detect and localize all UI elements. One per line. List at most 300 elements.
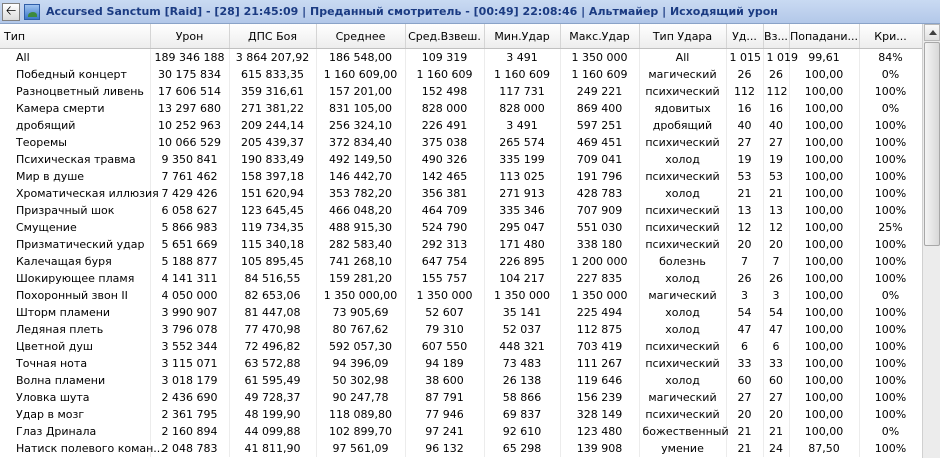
table-row[interactable] — [0, 270, 922, 287]
table-cell: 41 811,90 — [229, 440, 316, 457]
table-row[interactable] — [0, 100, 922, 117]
table-cell: 100,00 — [789, 423, 859, 440]
table-cell: 100,00 — [789, 355, 859, 372]
vertical-scrollbar[interactable] — [922, 24, 940, 458]
row-name-cell: Похоронный звон II — [0, 287, 150, 304]
table-cell: 490 326 — [405, 151, 484, 168]
table-cell: 92 610 — [484, 423, 560, 440]
table-cell: 0% — [859, 423, 922, 440]
table-row[interactable] — [0, 83, 922, 100]
table-cell: 100,00 — [789, 406, 859, 423]
table-cell: психический — [639, 355, 726, 372]
table-cell: 100% — [859, 202, 922, 219]
table-cell: 100,00 — [789, 134, 859, 151]
table-cell: 24 — [763, 440, 789, 457]
table-cell: 117 731 — [484, 83, 560, 100]
table-cell: 265 574 — [484, 134, 560, 151]
table-cell: 156 239 — [560, 389, 639, 406]
table-cell: 81 447,08 — [229, 304, 316, 321]
table-cell: 359 316,61 — [229, 83, 316, 100]
table-cell: 1 350 000 — [560, 49, 639, 67]
table-cell: 47 — [726, 321, 763, 338]
table-cell: 111 267 — [560, 355, 639, 372]
table-cell: 335 346 — [484, 202, 560, 219]
table-cell: 271 913 — [484, 185, 560, 202]
table-cell: 831 105,00 — [316, 100, 405, 117]
table-cell: 159 281,20 — [316, 270, 405, 287]
table-cell: 3 491 — [484, 117, 560, 134]
table-row[interactable] — [0, 406, 922, 423]
table-cell: 97 241 — [405, 423, 484, 440]
row-name-cell: дробящий — [0, 117, 150, 134]
table-cell: 828 000 — [484, 100, 560, 117]
row-name-cell: Теоремы — [0, 134, 150, 151]
table-row[interactable] — [0, 423, 922, 440]
column-header[interactable]: Вз... — [763, 24, 789, 49]
table-cell: 7 — [763, 253, 789, 270]
window-title: Accursed Sanctum [Raid] - [28] 21:45:09 | Преданный смотритель - [00:49] 22:08:46 | Альтмайер | Исходящий урон — [46, 5, 778, 18]
table-cell: 100% — [859, 151, 922, 168]
table-cell: 49 728,37 — [229, 389, 316, 406]
table-row[interactable] — [0, 134, 922, 151]
table-cell: 1 015 — [726, 49, 763, 67]
table-cell: 100% — [859, 321, 922, 338]
table-cell: 1 160 609,00 — [316, 66, 405, 83]
table-cell: 428 783 — [560, 185, 639, 202]
table-cell: 3 864 207,92 — [229, 49, 316, 67]
table-row[interactable] — [0, 372, 922, 389]
table-cell: психический — [639, 202, 726, 219]
table-cell: 524 790 — [405, 219, 484, 236]
table-cell: 77 946 — [405, 406, 484, 423]
row-name-cell: Камера смерти — [0, 100, 150, 117]
table-cell: 90 247,78 — [316, 389, 405, 406]
table-cell: 1 350 000 — [560, 287, 639, 304]
table-row[interactable] — [0, 321, 922, 338]
table-header-row — [0, 24, 922, 49]
table-cell: 227 835 — [560, 270, 639, 287]
table-cell: 100,00 — [789, 372, 859, 389]
table-cell: 6 — [726, 338, 763, 355]
row-name-cell: Точная нота — [0, 355, 150, 372]
column-header[interactable]: ДПС Боя — [229, 24, 316, 49]
column-header[interactable]: Кри... — [859, 24, 922, 49]
row-name-cell: Смущение — [0, 219, 150, 236]
row-name-cell: Призматический удар — [0, 236, 150, 253]
row-name-cell: Цветной душ — [0, 338, 150, 355]
table-cell: 109 319 — [405, 49, 484, 67]
table-cell: 27 — [726, 134, 763, 151]
table-cell: 146 442,70 — [316, 168, 405, 185]
table-cell: 226 491 — [405, 117, 484, 134]
table-cell: 4 050 000 — [150, 287, 229, 304]
table-cell: холод — [639, 304, 726, 321]
table-cell: 40 — [763, 117, 789, 134]
column-header[interactable]: Тип — [0, 24, 150, 49]
table-row[interactable] — [0, 440, 922, 457]
scroll-up-arrow-icon[interactable] — [924, 24, 940, 41]
column-header[interactable]: Мин.Удар — [484, 24, 560, 49]
table-cell: 100% — [859, 406, 922, 423]
table-cell: 53 — [726, 168, 763, 185]
column-header[interactable]: Сред.Взвеш. — [405, 24, 484, 49]
table-cell: 69 837 — [484, 406, 560, 423]
table-cell: 226 895 — [484, 253, 560, 270]
table-cell: 464 709 — [405, 202, 484, 219]
table-cell: 100% — [859, 236, 922, 253]
table-cell: 5 651 669 — [150, 236, 229, 253]
table-cell: психический — [639, 83, 726, 100]
table-cell: холод — [639, 321, 726, 338]
table-cell: All — [639, 49, 726, 67]
row-name-cell: Победный концерт — [0, 66, 150, 83]
damage-table — [0, 24, 922, 458]
table-cell: 615 833,35 — [229, 66, 316, 83]
column-header[interactable]: Макс.Удар — [560, 24, 639, 49]
row-name-cell: Глаз Дринала — [0, 423, 150, 440]
table-cell: 60 — [726, 372, 763, 389]
table-cell: психический — [639, 219, 726, 236]
table-cell: 189 346 188 — [150, 49, 229, 67]
table-cell: 828 000 — [405, 100, 484, 117]
table-cell: 4 141 311 — [150, 270, 229, 287]
table-cell: 3 — [726, 287, 763, 304]
row-name-cell: Уловка шута — [0, 389, 150, 406]
table-cell: 171 480 — [484, 236, 560, 253]
picture-icon[interactable] — [24, 4, 40, 20]
table-cell: 1 350 000,00 — [316, 287, 405, 304]
table-cell: 100,00 — [789, 83, 859, 100]
table-cell: 100% — [859, 338, 922, 355]
table-row[interactable] — [0, 49, 922, 67]
table-cell: 375 038 — [405, 134, 484, 151]
table-cell: 356 381 — [405, 185, 484, 202]
table-cell: 191 796 — [560, 168, 639, 185]
table-cell: 10 252 963 — [150, 117, 229, 134]
column-header[interactable]: Тип Удара — [639, 24, 726, 49]
table-cell: 13 — [763, 202, 789, 219]
table-cell: 139 908 — [560, 440, 639, 457]
table-cell: 27 — [726, 389, 763, 406]
table-cell: 30 175 834 — [150, 66, 229, 83]
table-cell: 50 302,98 — [316, 372, 405, 389]
table-cell: 119 734,35 — [229, 219, 316, 236]
table-cell: 53 — [763, 168, 789, 185]
table-row[interactable] — [0, 202, 922, 219]
table-cell: 96 132 — [405, 440, 484, 457]
table-cell: 94 189 — [405, 355, 484, 372]
table-cell: 123 645,45 — [229, 202, 316, 219]
table-cell: холод — [639, 270, 726, 287]
table-cell: 21 — [726, 440, 763, 457]
table-cell: 7 761 462 — [150, 168, 229, 185]
column-header[interactable]: Урон — [150, 24, 229, 49]
table-cell: 0% — [859, 66, 922, 83]
table-cell: 100,00 — [789, 236, 859, 253]
row-name-cell: Хроматическая иллюзия — [0, 185, 150, 202]
table-cell: 100,00 — [789, 219, 859, 236]
table-cell: 100% — [859, 185, 922, 202]
table-cell: 113 025 — [484, 168, 560, 185]
table-cell: 100% — [859, 168, 922, 185]
table-cell: 100% — [859, 440, 922, 457]
table-cell: 3 491 — [484, 49, 560, 67]
table-cell: 186 548,00 — [316, 49, 405, 67]
table-cell: 63 572,88 — [229, 355, 316, 372]
table-cell: 469 451 — [560, 134, 639, 151]
table-cell: 52 607 — [405, 304, 484, 321]
table-cell: 100% — [859, 117, 922, 134]
table-cell: психический — [639, 168, 726, 185]
table-cell: 79 310 — [405, 321, 484, 338]
table-cell: 65 298 — [484, 440, 560, 457]
table-cell: 26 — [763, 270, 789, 287]
table-cell: 3 — [763, 287, 789, 304]
table-cell: магический — [639, 287, 726, 304]
table-cell: 27 — [763, 389, 789, 406]
table-cell: 21 — [726, 423, 763, 440]
table-cell: 597 251 — [560, 117, 639, 134]
table-cell: болезнь — [639, 253, 726, 270]
table-cell: 607 550 — [405, 338, 484, 355]
table-cell: 335 199 — [484, 151, 560, 168]
table-cell: 100% — [859, 253, 922, 270]
table-cell: 73 905,69 — [316, 304, 405, 321]
table-cell: 19 — [763, 151, 789, 168]
row-name-cell: Шторм пламени — [0, 304, 150, 321]
table-cell: 12 — [763, 219, 789, 236]
row-name-cell: Натиск полевого коман... — [0, 440, 150, 457]
title-bar — [0, 0, 940, 24]
table-cell: 87,50 — [789, 440, 859, 457]
table-cell: 158 397,18 — [229, 168, 316, 185]
table-row[interactable] — [0, 355, 922, 372]
table-cell: 647 754 — [405, 253, 484, 270]
table-cell: 26 — [726, 270, 763, 287]
table-cell: 353 782,20 — [316, 185, 405, 202]
table-cell: 100% — [859, 355, 922, 372]
column-header[interactable]: Среднее — [316, 24, 405, 49]
table-cell: 5 866 983 — [150, 219, 229, 236]
row-name-cell: Мир в душе — [0, 168, 150, 185]
table-cell: 0% — [859, 100, 922, 117]
table-cell: 112 875 — [560, 321, 639, 338]
row-name-cell: Волна пламени — [0, 372, 150, 389]
back-arrow-icon[interactable]: 🡠 — [2, 3, 20, 21]
table-cell: 295 047 — [484, 219, 560, 236]
table-row[interactable] — [0, 185, 922, 202]
table-cell: холод — [639, 372, 726, 389]
table-cell: 372 834,40 — [316, 134, 405, 151]
table-cell: 104 217 — [484, 270, 560, 287]
table-cell: 1 350 000 — [405, 287, 484, 304]
table-cell: 741 268,10 — [316, 253, 405, 270]
table-cell: 26 — [726, 66, 763, 83]
table-cell: 100,00 — [789, 168, 859, 185]
table-cell: 6 058 627 — [150, 202, 229, 219]
table-cell: 20 — [763, 406, 789, 423]
table-cell: 100,00 — [789, 338, 859, 355]
table-row[interactable] — [0, 219, 922, 236]
table-cell: психический — [639, 236, 726, 253]
table-cell: 1 019 — [763, 49, 789, 67]
table-cell: 100,00 — [789, 100, 859, 117]
scroll-thumb[interactable] — [924, 42, 940, 246]
table-cell: 58 866 — [484, 389, 560, 406]
table-row[interactable] — [0, 389, 922, 406]
table-cell: 100,00 — [789, 66, 859, 83]
row-name-cell: Призрачный шок — [0, 202, 150, 219]
row-name-cell: Психическая травма — [0, 151, 150, 168]
table-row[interactable] — [0, 117, 922, 134]
table-cell: 33 — [763, 355, 789, 372]
table-cell: 73 483 — [484, 355, 560, 372]
table-cell: 100,00 — [789, 253, 859, 270]
row-name-cell: Калечащая буря — [0, 253, 150, 270]
table-cell: 3 018 179 — [150, 372, 229, 389]
table-cell: холод — [639, 185, 726, 202]
table-cell: 249 221 — [560, 83, 639, 100]
table-cell: 488 915,30 — [316, 219, 405, 236]
table-cell: 100,00 — [789, 304, 859, 321]
table-row[interactable] — [0, 253, 922, 270]
table-cell: холод — [639, 151, 726, 168]
table-row[interactable] — [0, 304, 922, 321]
row-name-cell: Шокирующее пламя — [0, 270, 150, 287]
table-cell: 3 990 907 — [150, 304, 229, 321]
table-cell: 209 244,14 — [229, 117, 316, 134]
table-cell: 151 620,94 — [229, 185, 316, 202]
table-cell: 84% — [859, 49, 922, 67]
table-cell: 1 200 000 — [560, 253, 639, 270]
table-cell: 592 057,30 — [316, 338, 405, 355]
table-cell: 100,00 — [789, 151, 859, 168]
table-cell: 100,00 — [789, 287, 859, 304]
table-cell: 0% — [859, 287, 922, 304]
table-cell: 80 767,62 — [316, 321, 405, 338]
table-cell: 20 — [726, 236, 763, 253]
table-cell: 38 600 — [405, 372, 484, 389]
table-cell: 100% — [859, 270, 922, 287]
table-cell: 3 796 078 — [150, 321, 229, 338]
table-cell: 35 141 — [484, 304, 560, 321]
table-cell: 703 419 — [560, 338, 639, 355]
table-cell: психический — [639, 338, 726, 355]
table-cell: 282 583,40 — [316, 236, 405, 253]
table-body — [0, 49, 922, 458]
table-cell: 100% — [859, 372, 922, 389]
column-header[interactable]: Уд... — [726, 24, 763, 49]
table-cell: магический — [639, 389, 726, 406]
table-cell: 100% — [859, 304, 922, 321]
table-cell: 13 — [726, 202, 763, 219]
table-cell: 5 188 877 — [150, 253, 229, 270]
table-cell: 52 037 — [484, 321, 560, 338]
row-name-cell: Разноцветный ливень — [0, 83, 150, 100]
table-cell: 105 895,45 — [229, 253, 316, 270]
table-row[interactable] — [0, 338, 922, 355]
table-row[interactable] — [0, 151, 922, 168]
table-cell: 9 350 841 — [150, 151, 229, 168]
table-cell: 21 — [726, 185, 763, 202]
table-cell: 16 — [726, 100, 763, 117]
row-name-cell: All — [0, 49, 150, 67]
table-cell: 115 340,18 — [229, 236, 316, 253]
table-cell: 25% — [859, 219, 922, 236]
table-cell: 87 791 — [405, 389, 484, 406]
table-cell: 27 — [763, 134, 789, 151]
table-row[interactable] — [0, 287, 922, 304]
table-cell: 1 160 609 — [405, 66, 484, 83]
table-cell: 54 — [726, 304, 763, 321]
table-cell: 26 138 — [484, 372, 560, 389]
table-cell: 12 — [726, 219, 763, 236]
table-cell: 112 — [763, 83, 789, 100]
table-cell: 44 099,88 — [229, 423, 316, 440]
table-cell: 94 396,09 — [316, 355, 405, 372]
table-cell: психический — [639, 406, 726, 423]
table-cell: 61 595,49 — [229, 372, 316, 389]
table-cell: магический — [639, 66, 726, 83]
table-cell: 100,00 — [789, 185, 859, 202]
table-cell: 40 — [726, 117, 763, 134]
table-cell: 551 030 — [560, 219, 639, 236]
table-cell: 20 — [726, 406, 763, 423]
table-cell: 17 606 514 — [150, 83, 229, 100]
table-cell: 869 400 — [560, 100, 639, 117]
table-cell: 3 552 344 — [150, 338, 229, 355]
table-cell: 100% — [859, 134, 922, 151]
table-cell: 1 160 609 — [560, 66, 639, 83]
table-cell: 60 — [763, 372, 789, 389]
table-cell: 100,00 — [789, 202, 859, 219]
table-cell: 99,61 — [789, 49, 859, 67]
table-cell: 292 313 — [405, 236, 484, 253]
table-cell: 3 115 071 — [150, 355, 229, 372]
table-cell: 77 470,98 — [229, 321, 316, 338]
table-cell: 7 429 426 — [150, 185, 229, 202]
table-cell: 271 381,22 — [229, 100, 316, 117]
table-cell: 448 321 — [484, 338, 560, 355]
table-cell: 21 — [763, 185, 789, 202]
table-cell: 152 498 — [405, 83, 484, 100]
column-header[interactable]: Попадани... — [789, 24, 859, 49]
table-cell: 100,00 — [789, 389, 859, 406]
table-cell: 123 480 — [560, 423, 639, 440]
table-cell: 20 — [763, 236, 789, 253]
table-cell: 2 160 894 — [150, 423, 229, 440]
table-cell: 10 066 529 — [150, 134, 229, 151]
table-cell: 54 — [763, 304, 789, 321]
table-cell: 6 — [763, 338, 789, 355]
table-cell: дробящий — [639, 117, 726, 134]
table-cell: 84 516,55 — [229, 270, 316, 287]
table-row[interactable] — [0, 66, 922, 83]
table-cell: 328 149 — [560, 406, 639, 423]
table-cell: ядовитых — [639, 100, 726, 117]
table-row[interactable] — [0, 236, 922, 253]
table-cell: 2 361 795 — [150, 406, 229, 423]
table-cell: 2 048 783 — [150, 440, 229, 457]
table-cell: 492 149,50 — [316, 151, 405, 168]
table-cell: 26 — [763, 66, 789, 83]
table-cell: умение — [639, 440, 726, 457]
table-cell: 338 180 — [560, 236, 639, 253]
table-cell: психический — [639, 134, 726, 151]
table-row[interactable] — [0, 168, 922, 185]
table-cell: божественный — [639, 423, 726, 440]
table-cell: 100,00 — [789, 321, 859, 338]
